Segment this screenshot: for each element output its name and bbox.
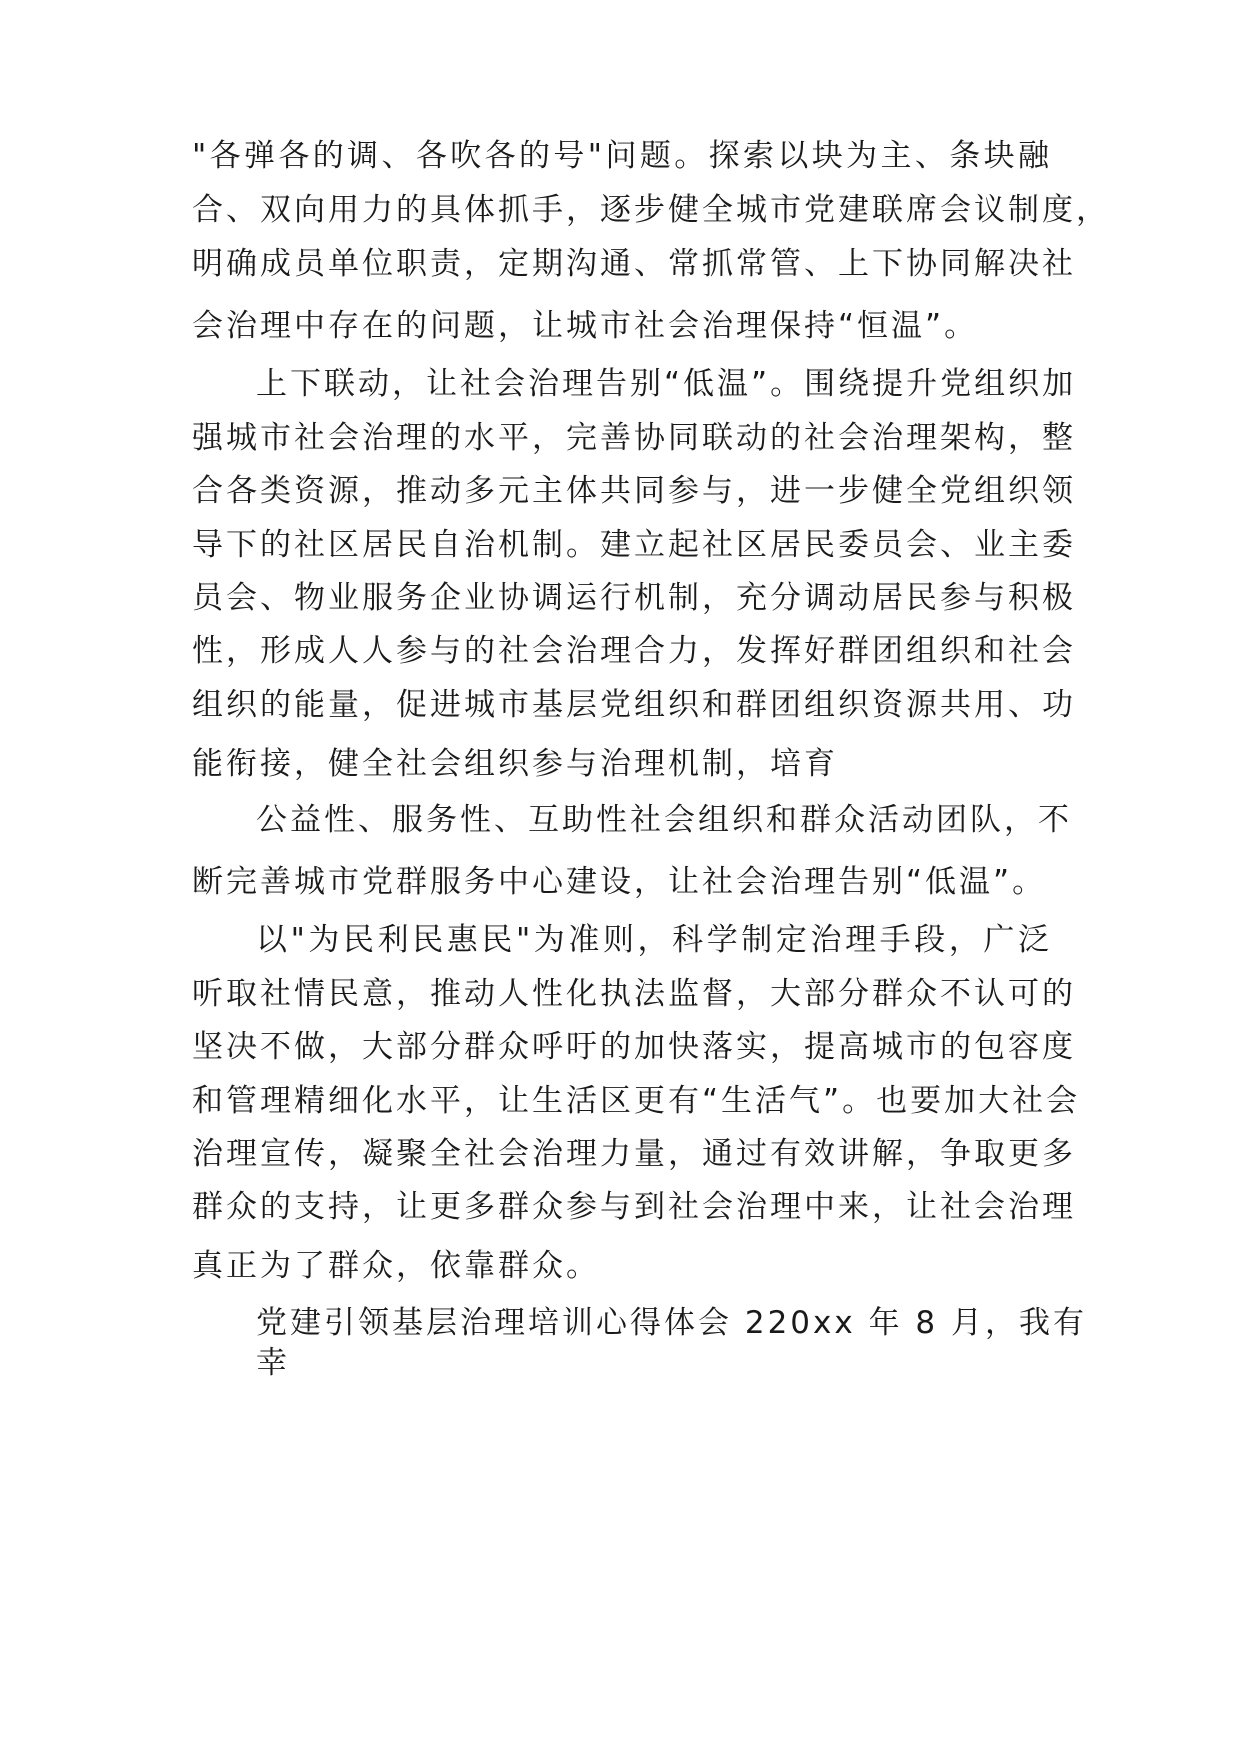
text-line: 和管理精细化水平，让生活区更有“生活气”。也要加大社会: [192, 1083, 1081, 1119]
paragraph-start-line: 公益性、服务性、互助性社会组织和群众活动团队，不: [256, 802, 1072, 838]
text-line: "各弹各的调、各吹各的号"问题。探索以块为主、条块融: [192, 138, 1052, 174]
paragraph-start-line: 上下联动，让社会治理告别“低温”。围绕提升党组织加: [256, 366, 1077, 402]
text-line: 强城市社会治理的水平，完善协同联动的社会治理架构，整: [192, 420, 1076, 456]
text-line: 员会、物业服务企业协调运行机制，充分调动居民参与积极: [192, 580, 1076, 616]
text-line: 导下的社区居民自治机制。建立起社区居民委员会、业主委: [192, 527, 1076, 563]
text-line: 性，形成人人参与的社会治理合力，发挥好群团组织和社会: [192, 633, 1076, 669]
text-line: 合、双向用力的具体抓手，逐步健全城市党建联席会议制度，: [192, 192, 1110, 228]
paragraph-start-line: 党建引领基层治理培训心得体会 220xx 年 8 月，我有: [256, 1305, 1087, 1341]
text-line: 坚决不做，大部分群众呼吁的加快落实，提高城市的包容度: [192, 1029, 1076, 1065]
paragraph-start-line: 以"为民利民惠民"为准则，科学制定治理手段，广泛: [256, 922, 1052, 958]
text-line: 会治理中存在的问题，让城市社会治理保持“恒温”。: [192, 308, 979, 344]
text-line: 幸: [256, 1345, 290, 1381]
text-line: 断完善城市党群服务中心建设，让社会治理告别“低温”。: [192, 864, 1047, 900]
text-line: 群众的支持，让更多群众参与到社会治理中来，让社会治理: [192, 1189, 1076, 1225]
text-line: 明确成员单位职责，定期沟通、常抓常管、上下协同解决社: [192, 246, 1076, 282]
text-line: 听取社情民意，推动人性化执法监督，大部分群众不认可的: [192, 976, 1076, 1012]
text-line: 真正为了群众，依靠群众。: [192, 1248, 600, 1284]
text-line: 治理宣传，凝聚全社会治理力量，通过有效讲解，争取更多: [192, 1136, 1076, 1172]
text-line: 合各类资源，推动多元主体共同参与，进一步健全党组织领: [192, 473, 1076, 509]
text-line: 组织的能量，促进城市基层党组织和群团组织资源共用、功: [192, 687, 1076, 723]
text-line: 能衔接，健全社会组织参与治理机制，培育: [192, 746, 838, 782]
